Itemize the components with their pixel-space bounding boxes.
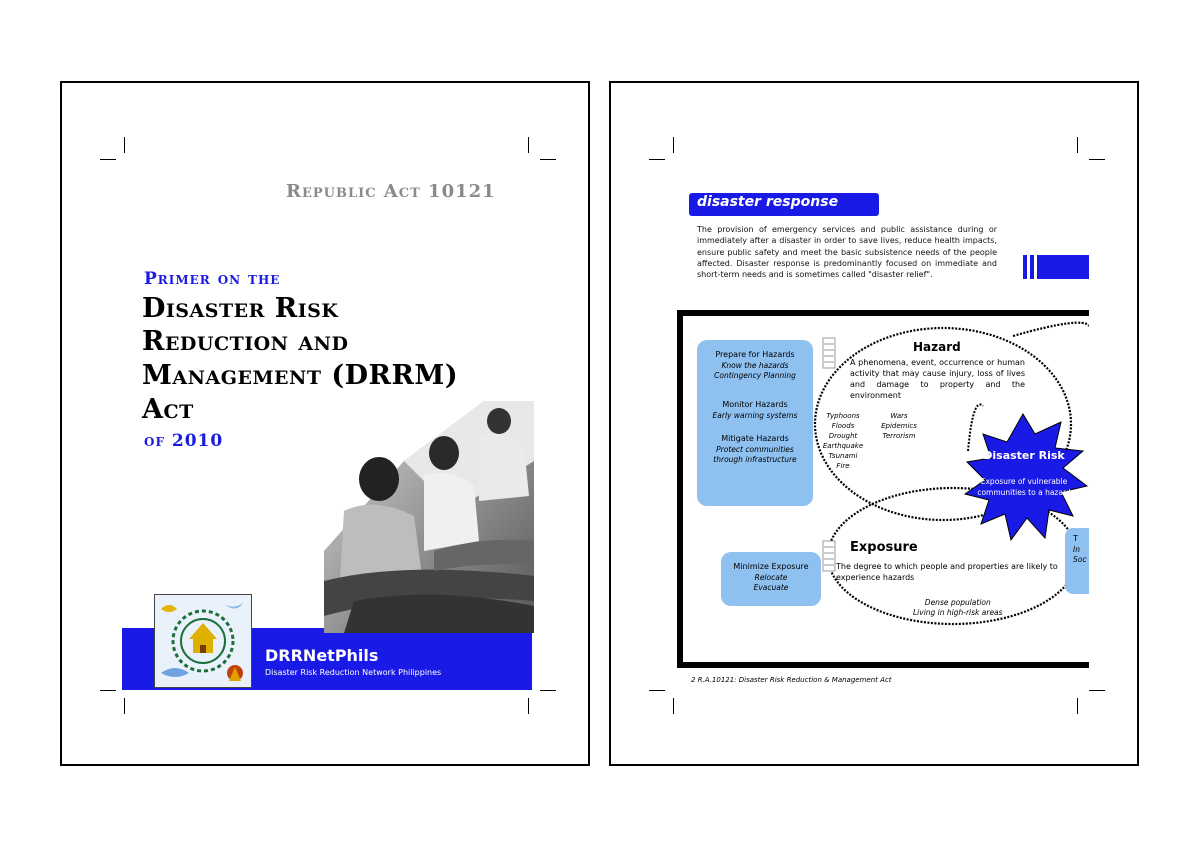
photo-mask <box>284 401 534 633</box>
minimize-exposure-title: Minimize Exposure <box>733 562 809 571</box>
prepare-hazards-title: Prepare for Hazards <box>715 350 795 359</box>
edge-bar <box>1023 255 1027 279</box>
natural-hazards-list <box>813 411 873 471</box>
prepare-hazards-block <box>701 350 809 382</box>
exposure-list <box>913 598 1003 618</box>
monitor-hazards-block <box>701 400 809 421</box>
org-full-name: Disaster Risk Reduction Network Philippines <box>265 668 442 677</box>
crop-mark <box>528 137 529 153</box>
crop-mark <box>1077 137 1078 153</box>
page-footer: 2 R.A.10121: Disaster Risk Reduction & Management Act <box>691 676 892 684</box>
crop-mark <box>673 137 674 153</box>
year-label: of 2010 <box>144 431 224 451</box>
prepare-hazards-sub-1: Know the hazards <box>721 360 789 370</box>
title-line-3: Management (DRRM) <box>142 360 459 391</box>
title-line-1: Disaster Risk <box>142 293 339 324</box>
crop-mark <box>673 698 674 714</box>
crop-mark <box>528 698 529 714</box>
hazard-item: Terrorism <box>882 432 916 440</box>
title-line-4: Act <box>142 394 194 425</box>
crop-mark <box>1089 159 1105 160</box>
exposure-title: Exposure <box>850 540 918 555</box>
crop-mark <box>540 690 556 691</box>
hazard-item: Floods <box>831 422 855 430</box>
disaster-risk-title: Disaster Risk <box>983 449 1065 462</box>
minimize-exposure-block <box>723 562 819 594</box>
prepare-hazards-sub-2: Contingency Planning <box>714 371 796 380</box>
right-cutoff-text <box>1073 534 1089 566</box>
section-tag <box>689 193 879 216</box>
title-line-2: Reduction and <box>142 326 349 357</box>
republic-act-label: Republic Act 10121 <box>286 181 496 202</box>
human-hazards-list <box>869 411 929 441</box>
minimize-exposure-sub-1: Relocate <box>754 572 788 582</box>
hazard-item: Tsunami <box>828 452 858 460</box>
edge-bar <box>1037 255 1089 279</box>
exposure-item: Living in high-risk areas <box>913 608 1003 617</box>
definition-paragraph: The provision of emergency services and public assistance during or immediately after a disaster in order to save lives, reduce health impacts, ensure public safety and meet the basic subsistence needs of the people affected. Disaster response is predominantly focused on immediate and short-term needs and is sometimes called "disaster relief". <box>697 225 997 280</box>
crop-mark <box>649 690 665 691</box>
disaster-risk-subtitle <box>966 476 1082 498</box>
mitigate-hazards-title: Mitigate Hazards <box>721 434 789 443</box>
cutoff-line: T <box>1073 534 1078 543</box>
crop-mark <box>1089 690 1105 691</box>
right-page <box>609 81 1139 766</box>
section-tag-label: disaster response <box>697 194 839 210</box>
mitigate-hazards-sub-2: through infrastructure <box>713 455 797 464</box>
exposure-item: Dense population <box>924 598 991 607</box>
disaster-risk-subtitle-line: communities to a hazard <box>977 488 1071 497</box>
crop-mark <box>1077 698 1078 714</box>
minimize-exposure-sub-2: Evacuate <box>753 583 789 592</box>
crop-mark <box>124 137 125 153</box>
drrnetphils-logo <box>154 594 252 688</box>
hazard-item: Epidemics <box>881 422 917 430</box>
hazard-item: Typhoons <box>826 412 860 420</box>
hazard-title: Hazard <box>913 340 961 354</box>
cutoff-line: Soc <box>1073 555 1087 564</box>
disaster-risk-subtitle-line: Exposure of vulnerable <box>980 477 1068 486</box>
crop-mark <box>100 690 116 691</box>
mitigate-hazards-sub-1: Protect communities <box>716 444 794 454</box>
edge-bar <box>1030 255 1034 279</box>
crop-mark <box>100 159 116 160</box>
crop-mark <box>540 159 556 160</box>
cutoff-line: In <box>1073 544 1080 554</box>
hazard-item: Drought <box>828 432 858 440</box>
drrm-diagram <box>677 310 1089 668</box>
mitigate-hazards-block <box>701 434 809 466</box>
monitor-hazards-sub: Early warning systems <box>712 410 798 420</box>
org-name: DRRNetPhils <box>265 646 379 665</box>
hazard-item: Fire <box>836 462 850 470</box>
hazard-item: Wars <box>890 412 908 420</box>
hazard-definition: A phenomena, event, occurrence or human activity that may cause injury, loss of lives and damage to property and the environment <box>850 358 1025 400</box>
left-page <box>60 81 590 766</box>
monitor-hazards-title: Monitor Hazards <box>722 400 788 409</box>
crop-mark <box>649 159 665 160</box>
hazard-item: Earthquake <box>822 442 864 450</box>
crop-mark <box>124 698 125 714</box>
exposure-definition: The degree to which people and properties are likely to experience hazards <box>836 562 1058 582</box>
primer-label: Primer on the <box>144 269 281 289</box>
